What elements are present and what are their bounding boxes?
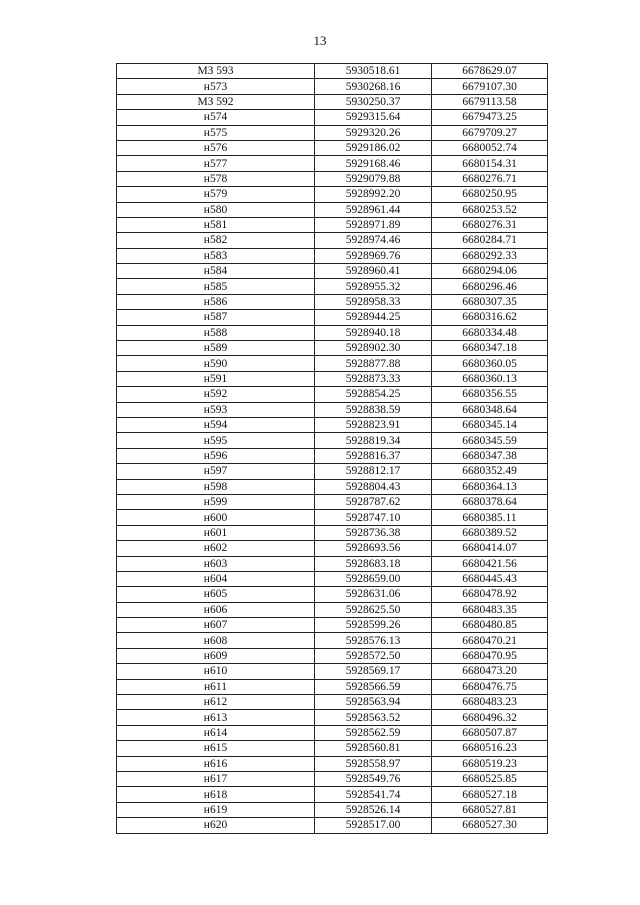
x-coordinate-cell: 5928683.18 xyxy=(315,556,432,571)
point-id-cell: н612 xyxy=(117,695,315,710)
x-coordinate-cell: 5928576.13 xyxy=(315,633,432,648)
x-coordinate-cell: 5928974.46 xyxy=(315,233,432,248)
y-coordinate-cell: 6680364.13 xyxy=(432,479,548,494)
y-coordinate-cell: 6680527.81 xyxy=(432,802,548,817)
x-coordinate-cell: 5929186.02 xyxy=(315,140,432,155)
page-number: 13 xyxy=(313,33,327,48)
table-row xyxy=(117,325,548,340)
x-coordinate-cell: 5928958.33 xyxy=(315,294,432,309)
y-coordinate-cell: 6680284.71 xyxy=(432,233,548,248)
point-id-cell: н619 xyxy=(117,802,315,817)
point-id-cell: н591 xyxy=(117,371,315,386)
table-row xyxy=(117,64,548,79)
y-coordinate-cell: 6680052.74 xyxy=(432,140,548,155)
table-row xyxy=(117,802,548,817)
point-id-cell: н573 xyxy=(117,79,315,94)
x-coordinate-cell: 5928517.00 xyxy=(315,818,432,833)
x-coordinate-cell: 5930268.16 xyxy=(315,79,432,94)
x-coordinate-cell: 5928816.37 xyxy=(315,448,432,463)
y-coordinate-cell: 6680154.31 xyxy=(432,156,548,171)
x-coordinate-cell: 5928558.97 xyxy=(315,756,432,771)
point-id-cell: н599 xyxy=(117,494,315,509)
x-coordinate-cell: 5930250.37 xyxy=(315,94,432,109)
table-row xyxy=(117,387,548,402)
table-row xyxy=(117,587,548,602)
table-row xyxy=(117,648,548,663)
x-coordinate-cell: 5928526.14 xyxy=(315,802,432,817)
point-id-cell: н578 xyxy=(117,171,315,186)
point-id-cell: н606 xyxy=(117,602,315,617)
x-coordinate-cell: 5928971.89 xyxy=(315,217,432,232)
x-coordinate-cell: 5928787.62 xyxy=(315,494,432,509)
y-coordinate-cell: 6680385.11 xyxy=(432,510,548,525)
x-coordinate-cell: 5928631.06 xyxy=(315,587,432,602)
x-coordinate-cell: 5928599.26 xyxy=(315,618,432,633)
y-coordinate-cell: 6680253.52 xyxy=(432,202,548,217)
table-row xyxy=(117,279,548,294)
point-id-cell: н588 xyxy=(117,325,315,340)
y-coordinate-cell: 6680345.14 xyxy=(432,417,548,432)
point-id-cell: н608 xyxy=(117,633,315,648)
table-row xyxy=(117,525,548,540)
x-coordinate-cell: 5928736.38 xyxy=(315,525,432,540)
table-row xyxy=(117,202,548,217)
table-row xyxy=(117,448,548,463)
table-row xyxy=(117,217,548,232)
y-coordinate-cell: 6680525.85 xyxy=(432,771,548,786)
x-coordinate-cell: 5928812.17 xyxy=(315,464,432,479)
table-row xyxy=(117,248,548,263)
x-coordinate-cell: 5928566.59 xyxy=(315,679,432,694)
table-row xyxy=(117,494,548,509)
table-row xyxy=(117,556,548,571)
table-row xyxy=(117,510,548,525)
y-coordinate-cell: 6679709.27 xyxy=(432,125,548,140)
y-coordinate-cell: 6679113.58 xyxy=(432,94,548,109)
y-coordinate-cell: 6680507.87 xyxy=(432,725,548,740)
y-coordinate-cell: 6680360.05 xyxy=(432,356,548,371)
x-coordinate-cell: 5928563.52 xyxy=(315,710,432,725)
table-row xyxy=(117,187,548,202)
point-id-cell: н613 xyxy=(117,710,315,725)
y-coordinate-cell: 6680347.18 xyxy=(432,341,548,356)
table-row xyxy=(117,156,548,171)
point-id-cell: н581 xyxy=(117,217,315,232)
x-coordinate-cell: 5928562.59 xyxy=(315,725,432,740)
coordinates-table xyxy=(116,63,548,834)
point-id-cell: н577 xyxy=(117,156,315,171)
point-id-cell: н575 xyxy=(117,125,315,140)
y-coordinate-cell: 6680292.33 xyxy=(432,248,548,263)
table-row xyxy=(117,264,548,279)
point-id-cell: н586 xyxy=(117,294,315,309)
x-coordinate-cell: 5928572.50 xyxy=(315,648,432,663)
y-coordinate-cell: 6680276.31 xyxy=(432,217,548,232)
y-coordinate-cell: 6679107.30 xyxy=(432,79,548,94)
table-row xyxy=(117,341,548,356)
point-id-cell: н603 xyxy=(117,556,315,571)
table-row xyxy=(117,171,548,186)
x-coordinate-cell: 5928625.50 xyxy=(315,602,432,617)
table-row xyxy=(117,818,548,833)
table-row xyxy=(117,756,548,771)
x-coordinate-cell: 5928969.76 xyxy=(315,248,432,263)
point-id-cell: н582 xyxy=(117,233,315,248)
point-id-cell: н602 xyxy=(117,541,315,556)
table-row xyxy=(117,110,548,125)
y-coordinate-cell: 6680483.23 xyxy=(432,695,548,710)
point-id-cell: н601 xyxy=(117,525,315,540)
table-row xyxy=(117,479,548,494)
x-coordinate-cell: 5929168.46 xyxy=(315,156,432,171)
y-coordinate-cell: 6680476.75 xyxy=(432,679,548,694)
x-coordinate-cell: 5928838.59 xyxy=(315,402,432,417)
point-id-cell: н596 xyxy=(117,448,315,463)
y-coordinate-cell: 6680356.55 xyxy=(432,387,548,402)
point-id-cell: н589 xyxy=(117,341,315,356)
y-coordinate-cell: 6680316.62 xyxy=(432,310,548,325)
y-coordinate-cell: 6680348.64 xyxy=(432,402,548,417)
coordinates-table-body xyxy=(117,64,548,834)
y-coordinate-cell: 6680360.13 xyxy=(432,371,548,386)
point-id-cell: н598 xyxy=(117,479,315,494)
point-id-cell: МЗ 592 xyxy=(117,94,315,109)
x-coordinate-cell: 5928659.00 xyxy=(315,571,432,586)
table-row xyxy=(117,571,548,586)
y-coordinate-cell: 6680347.38 xyxy=(432,448,548,463)
y-coordinate-cell: 6680296.46 xyxy=(432,279,548,294)
table-row xyxy=(117,125,548,140)
table-row xyxy=(117,725,548,740)
table-row xyxy=(117,402,548,417)
point-id-cell: н584 xyxy=(117,264,315,279)
table-row xyxy=(117,771,548,786)
table-row xyxy=(117,664,548,679)
y-coordinate-cell: 6680445.43 xyxy=(432,571,548,586)
x-coordinate-cell: 5930518.61 xyxy=(315,64,432,79)
point-id-cell: н587 xyxy=(117,310,315,325)
point-id-cell: н592 xyxy=(117,387,315,402)
table-row xyxy=(117,294,548,309)
x-coordinate-cell: 5928804.43 xyxy=(315,479,432,494)
y-coordinate-cell: 6679473.25 xyxy=(432,110,548,125)
point-id-cell: н620 xyxy=(117,818,315,833)
table-row xyxy=(117,356,548,371)
point-id-cell: н614 xyxy=(117,725,315,740)
point-id-cell: н579 xyxy=(117,187,315,202)
y-coordinate-cell: 6680519.23 xyxy=(432,756,548,771)
y-coordinate-cell: 6680276.71 xyxy=(432,171,548,186)
x-coordinate-cell: 5929320.26 xyxy=(315,125,432,140)
y-coordinate-cell: 6680250.95 xyxy=(432,187,548,202)
table-row xyxy=(117,710,548,725)
y-coordinate-cell: 6680421.56 xyxy=(432,556,548,571)
table-row xyxy=(117,433,548,448)
y-coordinate-cell: 6680496.32 xyxy=(432,710,548,725)
y-coordinate-cell: 6680478.92 xyxy=(432,587,548,602)
point-id-cell: н600 xyxy=(117,510,315,525)
point-id-cell: н618 xyxy=(117,787,315,802)
point-id-cell: н615 xyxy=(117,741,315,756)
y-coordinate-cell: 6680527.18 xyxy=(432,787,548,802)
table-row xyxy=(117,679,548,694)
y-coordinate-cell: 6680473.20 xyxy=(432,664,548,679)
table-row xyxy=(117,464,548,479)
point-id-cell: н605 xyxy=(117,587,315,602)
x-coordinate-cell: 5928563.94 xyxy=(315,695,432,710)
table-row xyxy=(117,310,548,325)
y-coordinate-cell: 6680307.35 xyxy=(432,294,548,309)
y-coordinate-cell: 6680294.06 xyxy=(432,264,548,279)
point-id-cell: н583 xyxy=(117,248,315,263)
y-coordinate-cell: 6680470.95 xyxy=(432,648,548,663)
table-row xyxy=(117,541,548,556)
y-coordinate-cell: 6680352.49 xyxy=(432,464,548,479)
point-id-cell: н595 xyxy=(117,433,315,448)
table-row xyxy=(117,94,548,109)
point-id-cell: МЗ 593 xyxy=(117,64,315,79)
point-id-cell: н610 xyxy=(117,664,315,679)
y-coordinate-cell: 6680378.64 xyxy=(432,494,548,509)
x-coordinate-cell: 5928823.91 xyxy=(315,417,432,432)
x-coordinate-cell: 5928961.44 xyxy=(315,202,432,217)
x-coordinate-cell: 5928693.56 xyxy=(315,541,432,556)
table-row xyxy=(117,79,548,94)
point-id-cell: н590 xyxy=(117,356,315,371)
x-coordinate-cell: 5928569.17 xyxy=(315,664,432,679)
table-row xyxy=(117,695,548,710)
table-row xyxy=(117,140,548,155)
table-row xyxy=(117,633,548,648)
table-row xyxy=(117,741,548,756)
point-id-cell: н580 xyxy=(117,202,315,217)
x-coordinate-cell: 5928854.25 xyxy=(315,387,432,402)
x-coordinate-cell: 5928955.32 xyxy=(315,279,432,294)
x-coordinate-cell: 5928992.20 xyxy=(315,187,432,202)
y-coordinate-cell: 6678629.07 xyxy=(432,64,548,79)
y-coordinate-cell: 6680470.21 xyxy=(432,633,548,648)
x-coordinate-cell: 5929079.88 xyxy=(315,171,432,186)
y-coordinate-cell: 6680414.07 xyxy=(432,541,548,556)
table-row xyxy=(117,787,548,802)
x-coordinate-cell: 5928902.30 xyxy=(315,341,432,356)
x-coordinate-cell: 5928944.25 xyxy=(315,310,432,325)
point-id-cell: н594 xyxy=(117,417,315,432)
point-id-cell: н611 xyxy=(117,679,315,694)
x-coordinate-cell: 5928873.33 xyxy=(315,371,432,386)
y-coordinate-cell: 6680516.23 xyxy=(432,741,548,756)
y-coordinate-cell: 6680483.35 xyxy=(432,602,548,617)
y-coordinate-cell: 6680527.30 xyxy=(432,818,548,833)
point-id-cell: н607 xyxy=(117,618,315,633)
point-id-cell: н609 xyxy=(117,648,315,663)
point-id-cell: н604 xyxy=(117,571,315,586)
table-row xyxy=(117,618,548,633)
y-coordinate-cell: 6680334.48 xyxy=(432,325,548,340)
x-coordinate-cell: 5928940.18 xyxy=(315,325,432,340)
point-id-cell: н576 xyxy=(117,140,315,155)
point-id-cell: н616 xyxy=(117,756,315,771)
point-id-cell: н585 xyxy=(117,279,315,294)
table-row xyxy=(117,602,548,617)
x-coordinate-cell: 5928560.81 xyxy=(315,741,432,756)
x-coordinate-cell: 5928541.74 xyxy=(315,787,432,802)
x-coordinate-cell: 5928549.76 xyxy=(315,771,432,786)
table-row xyxy=(117,371,548,386)
x-coordinate-cell: 5929315.64 xyxy=(315,110,432,125)
x-coordinate-cell: 5928747.10 xyxy=(315,510,432,525)
x-coordinate-cell: 5928877.88 xyxy=(315,356,432,371)
y-coordinate-cell: 6680389.52 xyxy=(432,525,548,540)
point-id-cell: н593 xyxy=(117,402,315,417)
point-id-cell: н617 xyxy=(117,771,315,786)
y-coordinate-cell: 6680345.59 xyxy=(432,433,548,448)
y-coordinate-cell: 6680480.85 xyxy=(432,618,548,633)
x-coordinate-cell: 5928819.34 xyxy=(315,433,432,448)
point-id-cell: н574 xyxy=(117,110,315,125)
table-row xyxy=(117,417,548,432)
table-row xyxy=(117,233,548,248)
x-coordinate-cell: 5928960.41 xyxy=(315,264,432,279)
point-id-cell: н597 xyxy=(117,464,315,479)
